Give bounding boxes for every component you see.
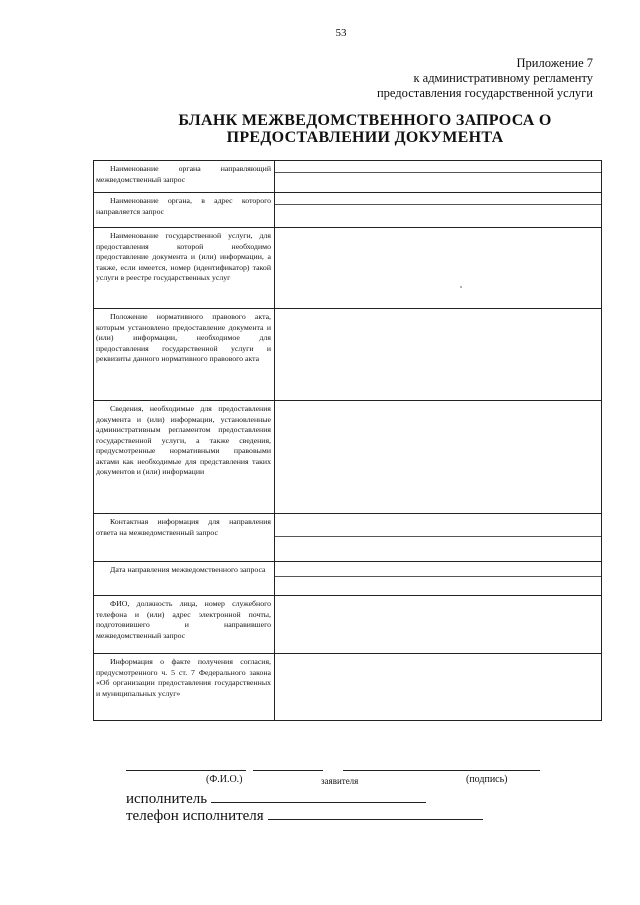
row-label-text: Наименование государственной услуги, для предоставления которой необходимо предоставление документа и (или) информации, а также, если имеется, номер (идентификатор) такой услуги в реестре государственных услуг: [96, 231, 271, 282]
row-label-text: Информация о факте получения согласия, предусмотренного ч. 5 ст. 7 Федерального закона «Об организации предоставления государственных и муниципальных услуг»: [96, 657, 271, 698]
applicant-signature-line[interactable]: [253, 770, 323, 771]
scan-speck: [460, 286, 462, 288]
row-label: [94, 228, 275, 309]
row-label-text: Контактная информация для направления ответа на межведомственный запрос: [96, 517, 271, 537]
executor-phone-field[interactable]: [268, 807, 483, 820]
row-value-field[interactable]: [275, 309, 602, 401]
table-row: [94, 654, 602, 721]
row-label-text: ФИО, должность лица, номер служебного телефона и (или) адрес электронной почты, подготовившего и направившего межведомственный запрос: [96, 599, 271, 640]
row-label: [94, 596, 275, 654]
row-label: [94, 401, 275, 514]
document-title-line-2: ПРЕДОСТАВЛЕНИИ ДОКУМЕНТА: [226, 129, 504, 146]
fio-signature-line[interactable]: [126, 770, 246, 771]
row-value-field[interactable]: [275, 228, 602, 309]
table-row: [94, 401, 602, 514]
row-value-field[interactable]: [275, 654, 602, 721]
executor-phone-row: [126, 807, 483, 825]
document-title: [170, 112, 560, 146]
table-row: [94, 562, 602, 596]
row-label: [94, 562, 275, 596]
row-label-text: Сведения, необходимые для предоставления документа и (или) информации, установленные административным регламентом предоставления государственной услуги, а также сведения, предусмотренные нормативными правовыми актами как необходимые для представления таких документов и (или) информации: [96, 404, 271, 476]
appendix-line-2: к административному регламенту: [413, 71, 593, 85]
page-number: 53: [335, 27, 347, 39]
table-row: [94, 514, 602, 562]
row-label-text: Дата направления межведомственного запроса: [110, 565, 266, 574]
row-value-field[interactable]: [275, 401, 602, 514]
appendix-header: [377, 56, 593, 101]
executor-label: исполнитель: [126, 791, 208, 807]
appendix-line-1: Приложение 7: [516, 56, 593, 70]
table-row: [94, 193, 602, 228]
field-divider: [275, 576, 601, 577]
request-form-table: [93, 160, 602, 721]
signature-caption: (подпись): [466, 774, 508, 785]
row-label-text: Наименование органа, в адрес которого направляется запрос: [96, 196, 271, 216]
appendix-line-3: предоставления государственной услуги: [376, 86, 593, 100]
field-divider: [275, 536, 601, 537]
row-label: [94, 514, 275, 562]
row-value-field[interactable]: [275, 596, 602, 654]
executor-phone-label: телефон исполнителя: [126, 808, 264, 824]
table-row: [94, 309, 602, 401]
row-value-field[interactable]: [275, 161, 602, 193]
row-label: [94, 161, 275, 193]
table-row: [94, 161, 602, 193]
executor-field[interactable]: [211, 790, 426, 803]
executor-row: [126, 790, 426, 808]
applicant-caption: заявителя: [321, 776, 359, 786]
table-row: [94, 596, 602, 654]
row-label-text: Наименование органа направляющий межведомственный запрос: [96, 164, 271, 184]
row-label: [94, 193, 275, 228]
table-row: [94, 228, 602, 309]
fio-caption: (Ф.И.О.): [206, 774, 243, 785]
row-value-field[interactable]: [275, 562, 602, 596]
row-value-field[interactable]: [275, 193, 602, 228]
row-label-text: Положение нормативного правового акта, которым установлено предоставление документа и (или) информации, необходимое для предоставления государственной услуги и реквизиты данного нормативного правового акта: [96, 312, 271, 363]
document-title-line-1: БЛАНК МЕЖВЕДОМСТВЕННОГО ЗАПРОСА О: [178, 112, 552, 129]
signature-line[interactable]: [343, 770, 540, 771]
row-label: [94, 654, 275, 721]
field-divider: [275, 172, 601, 173]
field-divider: [275, 204, 601, 205]
row-value-field[interactable]: [275, 514, 602, 562]
row-label: [94, 309, 275, 401]
